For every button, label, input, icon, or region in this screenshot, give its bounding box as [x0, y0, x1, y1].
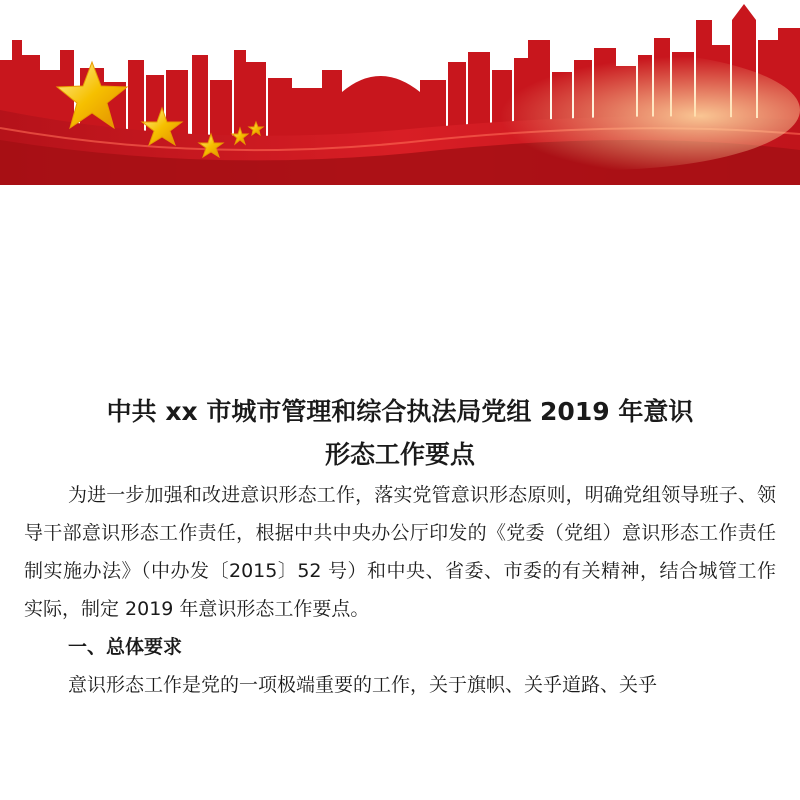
city-skyline-illustration — [0, 0, 800, 185]
intro-paragraph: 为进一步加强和改进意识形态工作，落实党管意识形态原则，明确党组领导班子、领导干部意识形态工作责任，根据中共中央办公厅印发的《党委（党组）意识形态工作责任制实施办法》（中办发〔2015〕52 号）和中央、省委、市委的有关精神，结合城管工作实际，制定 2019 年意识形态工作要点。 — [24, 484, 776, 620]
document-body — [0, 390, 800, 704]
title-line-2: 形态工作要点 — [324, 440, 475, 469]
header-banner — [0, 0, 800, 185]
title-line-1: 中共 xx 市城市管理和综合执法局党组 2019 年意识 — [106, 397, 694, 426]
document-title — [0, 390, 800, 476]
section-heading: 一、总体要求 — [68, 636, 183, 658]
section-paragraph: 意识形态工作是党的一项极端重要的工作，关于旗帜、关乎道路、关乎 — [68, 674, 658, 696]
